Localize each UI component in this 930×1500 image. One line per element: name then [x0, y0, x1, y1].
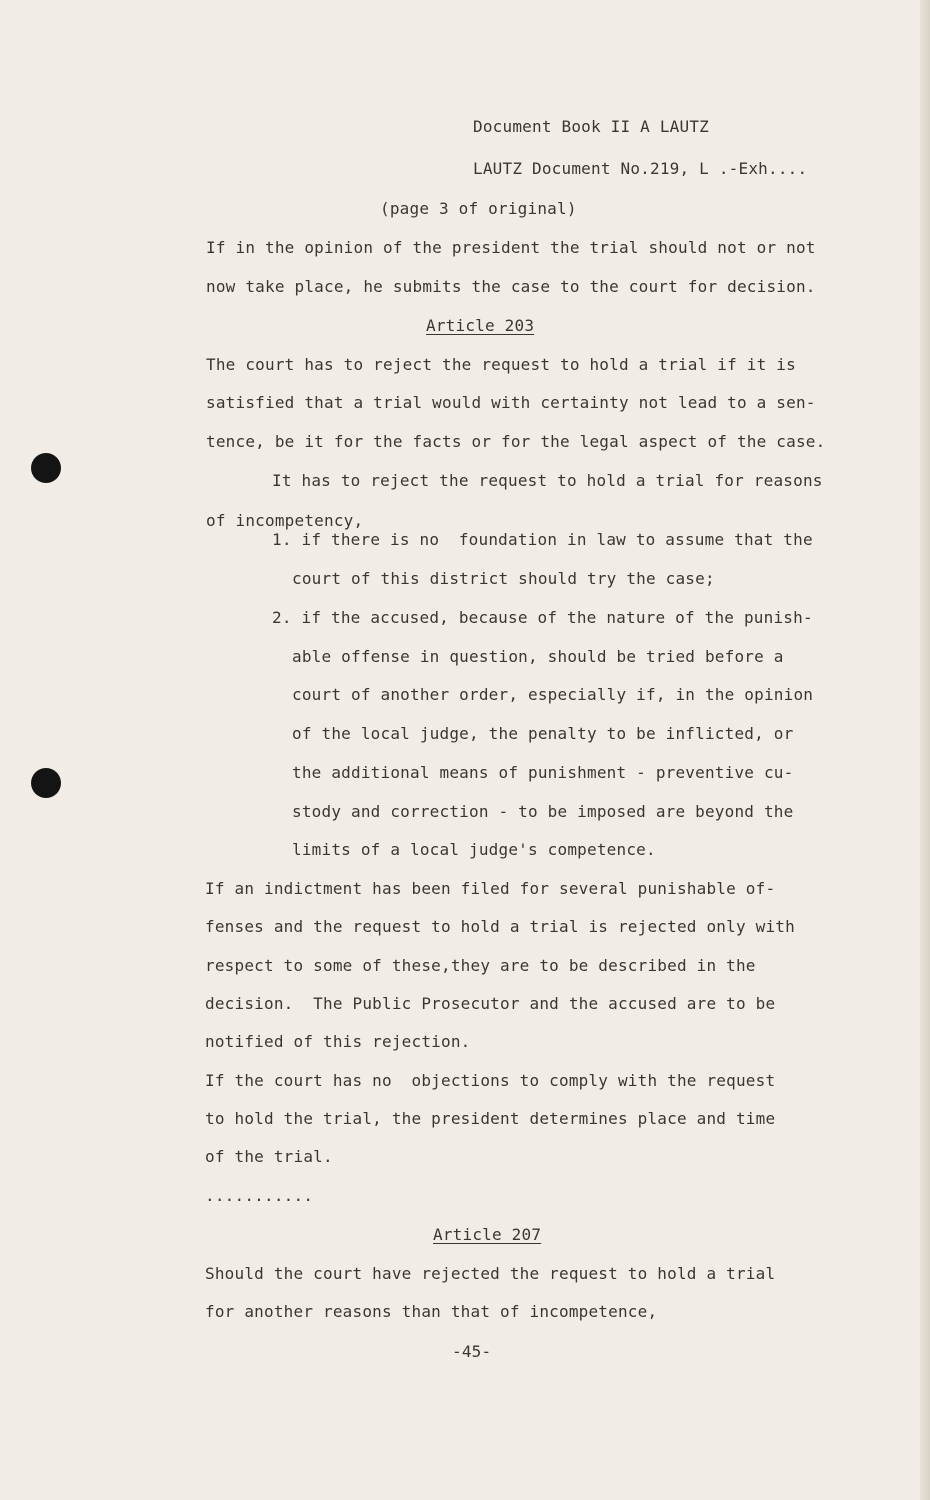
body-line: The court has to reject the request to hold a trial if it is [206, 355, 796, 374]
body-line: tence, be it for the facts or for the legal aspect of the case. [206, 432, 826, 451]
document-book-heading: Document Book II A LAUTZ [473, 117, 709, 136]
article-207-heading: Article 207 [433, 1225, 542, 1244]
page-number: -45- [452, 1342, 492, 1361]
body-line: respect to some of these,they are to be described in the [205, 956, 756, 975]
paper-edge [920, 0, 930, 1500]
body-line: fenses and the request to hold a trial is rejected only with [205, 917, 795, 936]
body-line: now take place, he submits the case to the court for decision. [206, 277, 816, 296]
punch-hole-lower [31, 768, 61, 798]
list-item-2-line: 2. if the accused, because of the nature of the punish- [272, 608, 813, 627]
list-item-2-line: court of another order, especially if, in the opinion [292, 685, 814, 704]
list-item-2-line: able offense in question, should be tried before a [292, 647, 784, 666]
list-item-2-line: of the local judge, the penalty to be inflicted, or [292, 724, 794, 743]
list-item-1-line: court of this district should try the case; [292, 569, 715, 588]
body-line: of incompetency, [206, 511, 364, 530]
body-line: satisfied that a trial would with certainty not lead to a sen- [206, 393, 816, 412]
punch-hole-upper [31, 453, 61, 483]
body-line: for another reasons than that of incompetence, [205, 1302, 658, 1321]
body-line: notified of this rejection. [205, 1032, 471, 1051]
body-line: If an indictment has been filed for several punishable of- [205, 879, 776, 898]
article-203-heading: Article 203 [426, 316, 535, 335]
list-item-1-line: 1. if there is no foundation in law to assume that the [272, 530, 813, 549]
body-line: It has to reject the request to hold a trial for reasons [272, 471, 823, 490]
body-line: If in the opinion of the president the trial should not or not [206, 238, 816, 257]
body-line: If the court has no objections to comply with the request [205, 1071, 776, 1090]
list-item-2-line: the additional means of punishment - preventive cu- [292, 763, 794, 782]
list-item-2-line: stody and correction - to be imposed are beyond the [292, 802, 794, 821]
page-reference: (page 3 of original) [380, 199, 577, 218]
body-line: Should the court have rejected the request to hold a trial [205, 1264, 776, 1283]
body-line: to hold the trial, the president determines place and time [205, 1109, 776, 1128]
body-line: of the trial. [205, 1147, 333, 1166]
list-item-2-line: limits of a local judge's competence. [292, 840, 656, 859]
omission-dots: ........... [205, 1186, 314, 1205]
document-number: LAUTZ Document No.219, L .-Exh.... [473, 159, 808, 178]
body-line: decision. The Public Prosecutor and the accused are to be [205, 994, 776, 1013]
